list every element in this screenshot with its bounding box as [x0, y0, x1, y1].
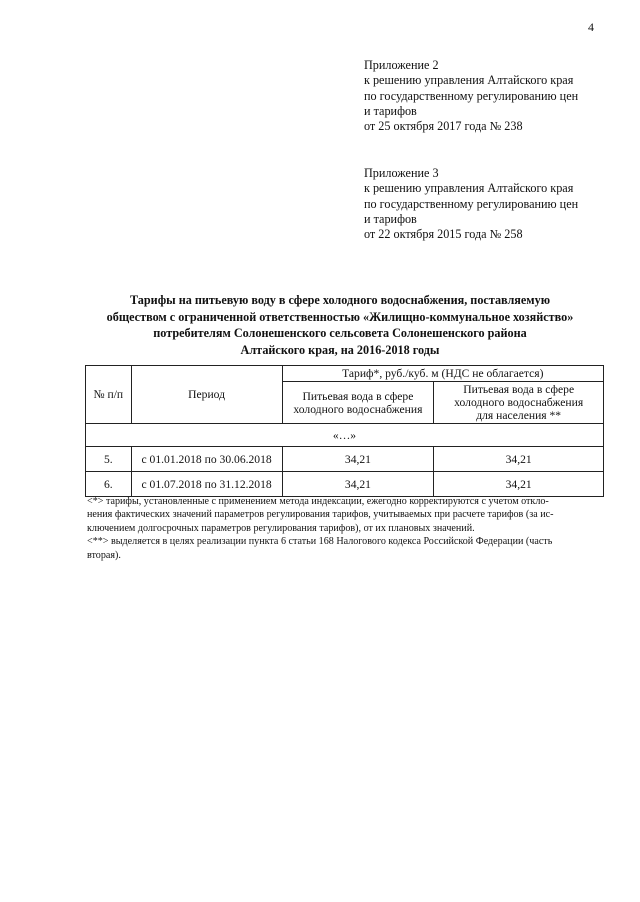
page-number: 4	[588, 20, 594, 34]
header-drinking-water	[282, 382, 434, 424]
header-line: холодного водоснабжения	[293, 402, 423, 416]
footnote-line: <**> выделяется в целях реализации пункта 6 статьи 168 Налогового кодекса Российской Федерации (часть	[87, 536, 553, 548]
appendix-2-line: и тарифов	[364, 103, 417, 118]
footnote-line: <*> тарифы, установленные с применением метода индексации, ежегодно корректируются с учетом откло-	[87, 496, 549, 507]
appendix-3-line: и тарифов	[364, 211, 417, 226]
table-row	[86, 447, 604, 472]
ellipsis-row: «…»	[86, 424, 604, 447]
header-line: Питьевая вода в сфере	[302, 389, 414, 403]
row-period: с 01.07.2018 по 31.12.2018	[131, 472, 282, 497]
header-line: Питьевая вода в сфере	[463, 383, 575, 396]
row-number: 6.	[86, 472, 132, 497]
footnote-line: нения фактических значений параметров регулирования тарифов, учитываемых при расчете тарифов (за ис-	[87, 509, 554, 521]
footnotes	[87, 495, 617, 562]
title-line: Тарифы на питьевую воду в сфере холодного водоснабжения, поставляемую	[129, 293, 551, 307]
title-line: потребителям Солонешенского сельсовета Солонешенского района	[153, 326, 527, 340]
title-line: Алтайского края, на 2016-2018 годы	[240, 342, 440, 357]
row-number: 5.	[86, 447, 132, 472]
header-number: № п/п	[86, 366, 132, 424]
row-period: с 01.01.2018 по 30.06.2018	[131, 447, 282, 472]
header-line: холодного водоснабжения	[454, 396, 584, 409]
appendix-3-line: по государственному регулированию цен	[364, 196, 579, 211]
header-period: Период	[131, 366, 282, 424]
table-row	[86, 472, 604, 497]
title-line: обществом с ограниченной ответственностью «Жилищно-коммунальное хозяйство»	[106, 309, 574, 324]
appendix-3-line: к решению управления Алтайского края	[364, 181, 574, 196]
row-tariff-value: 34,21	[282, 472, 434, 497]
footnote-line: вторая).	[87, 549, 121, 561]
appendix-2-line: к решению управления Алтайского края	[364, 73, 574, 88]
appendix-2-block	[364, 58, 578, 134]
document-title	[70, 292, 610, 358]
appendix-2-line: Приложение 2	[364, 58, 439, 72]
header-tariff: Тариф*, руб./куб. м (НДС не облагается)	[282, 366, 603, 382]
footnote-line: ключением долгосрочных параметров регулирования тарифов), от их плановых значений.	[87, 522, 475, 534]
appendix-2-line: по государственному регулированию цен	[364, 88, 579, 103]
tariff-table	[85, 365, 604, 497]
row-tariff-value: 34,21	[282, 447, 434, 472]
appendix-3-line: от 22 октября 2015 года № 258	[364, 227, 523, 242]
row-tariff-population-value: 34,21	[434, 472, 604, 497]
header-drinking-water-population	[434, 382, 604, 424]
appendix-3-line: Приложение 3	[364, 166, 439, 180]
row-tariff-population-value: 34,21	[434, 447, 604, 472]
header-line: для населения **	[476, 409, 562, 422]
appendix-3-block	[364, 166, 578, 242]
appendix-2-line: от 25 октября 2017 года № 238	[364, 119, 523, 134]
